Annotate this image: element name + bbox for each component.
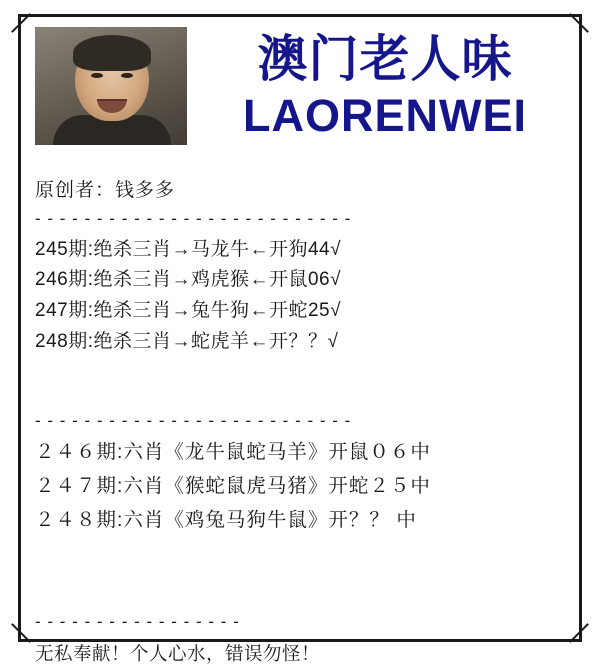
prediction-line: 248期:绝杀三肖→蛇虎羊←开？？√: [35, 330, 339, 352]
title-chinese: 澳门老人味: [257, 31, 513, 87]
prediction-line: ２４８期:六肖《鸡兔马狗牛鼠》开？？ 中: [35, 508, 417, 531]
prediction-line: ２４６期:六肖《龙牛鼠蛇马羊》开鼠０６中: [35, 441, 431, 464]
prediction-line: 246期:绝杀三肖→鸡虎猴←开鼠06√: [35, 269, 342, 291]
frame-right-border: [579, 14, 582, 642]
divider-top: - - - - - - - - - - - - - - - - - - - - - - - - - -: [35, 210, 352, 228]
predictions-section-one: [35, 235, 565, 358]
portrait-photo: [35, 27, 187, 145]
portrait-hair: [73, 35, 151, 71]
spacer-one: [35, 358, 565, 404]
author-line: 原创者：钱多多: [35, 180, 176, 201]
spacer-two: [35, 537, 565, 605]
poster-content: [21, 17, 579, 664]
title-group: [205, 27, 565, 140]
divider-bottom: - - - - - - - - - - - - - - - - -: [35, 613, 240, 632]
prediction-line: 245期:绝杀三肖→马龙牛←开狗44√: [35, 238, 342, 260]
prediction-line: 247期:绝杀三肖→兔牛狗←开蛇25√: [35, 300, 342, 322]
divider-middle: - - - - - - - - - - - - - - - - - - - - - - - - - -: [35, 411, 352, 430]
portrait-left-eye: [91, 73, 103, 78]
poster-header: [35, 27, 565, 153]
prediction-line: ２４７期:六肖《猴蛇鼠虎马猪》开蛇２５中: [35, 474, 431, 497]
portrait-right-eye: [121, 73, 133, 78]
predictions-section-two: [35, 436, 565, 537]
footer-note: 无私奉献！个人心水，错误勿怪！: [35, 642, 321, 664]
title-english: LAORENWEI: [243, 89, 527, 141]
